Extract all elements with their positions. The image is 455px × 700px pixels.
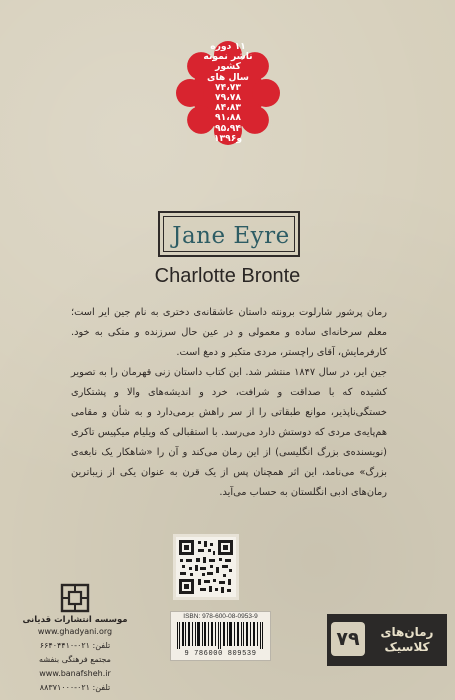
cultural-complex-name: مجتمع فرهنگی بنفشه xyxy=(39,655,111,664)
badge-line: کشور xyxy=(215,61,241,73)
barcode-number: 9 786000 809539 xyxy=(184,650,257,658)
publisher-website[interactable]: www.ghadyani.org xyxy=(37,627,113,636)
qr-code-icon xyxy=(176,537,236,597)
badge-line: ۷۹،۷۸ xyxy=(215,92,241,103)
synopsis xyxy=(71,303,387,503)
barcode-icon xyxy=(171,622,270,650)
title-frame xyxy=(158,211,300,257)
synopsis-paragraph: رمان پرشور شارلوت برونته داستان عاشقانه‌ی دختری به نام جین ایر است؛ معلم سرخانه‌ای ساده و معمولی و در عین حال سرزنده و متکی به خود. کارفرمایش، آقای راچستر، مردی متکبر و دمغ است. xyxy=(71,307,387,358)
badge-line: و۱۳۹۶ xyxy=(213,132,243,144)
author-name: Charlotte Bronte xyxy=(154,265,301,287)
book-title: Jane Eyre xyxy=(172,223,290,249)
badge-line: ناشر نمونه xyxy=(203,51,253,63)
badge-line: سال های xyxy=(207,71,249,83)
isbn-label: ISBN: 978-600-08-0953-9 xyxy=(183,613,258,620)
isbn-barcode xyxy=(170,611,271,661)
complex-phone: تلفن: ۰۲۱-۸۸۳۷۱۰۰۰ xyxy=(39,683,111,692)
qr-code xyxy=(173,534,239,600)
series-title: رمان‌های کلاسیک xyxy=(380,625,434,654)
publisher-logo-icon xyxy=(60,583,90,613)
publisher-phone: تلفن: ۰۲۱-۶۶۴۰۴۴۱۰ xyxy=(39,641,111,650)
award-badge xyxy=(176,41,280,145)
synopsis-paragraph: جین ایر، در سال ۱۸۴۷ منتشر شد. این کتاب داستان زنی قهرمان را به تصویر کشیده که با صداقت و شرافت، خرد و اندیشه‌های والا و پشتکاری خستگی‌ناپذیر، موانع طبقاتی را از سر راهش برمی‌دارد و به شأن و مقامی هم‌پایه‌ی مردی که دوستش دارد می‌رسد. با استقبالی که ویلیام میکپیس تاکری (نویسنده‌ی بزرگ انگلیسی) از این رمان می‌کند و آن را «شاهکار یک نابغه‌ی بزرگ» می‌نامد، این اثر همچنان پس از یک قرن به عنوان یکی از زیباترین رمان‌های ادبی انگلستان به حساب می‌آید. xyxy=(71,367,387,498)
series-badge xyxy=(327,614,447,666)
badge-line: ۷۴،۷۳ xyxy=(215,81,241,93)
complex-website[interactable]: www.banafsheh.ir xyxy=(39,669,111,678)
badge-line: ۱۱ دوره xyxy=(210,40,246,52)
badge-line: ۹۱،۸۸ xyxy=(215,112,241,124)
award-badge-text xyxy=(176,41,280,145)
badge-line: ۹۵،۹۴ xyxy=(215,122,241,134)
publisher-name: موسسه انتشارات قدیانی xyxy=(22,615,128,625)
publisher-info xyxy=(19,583,131,695)
series-number: ۷۹ xyxy=(331,622,365,656)
badge-line: ۸۴،۸۳ xyxy=(215,102,241,114)
